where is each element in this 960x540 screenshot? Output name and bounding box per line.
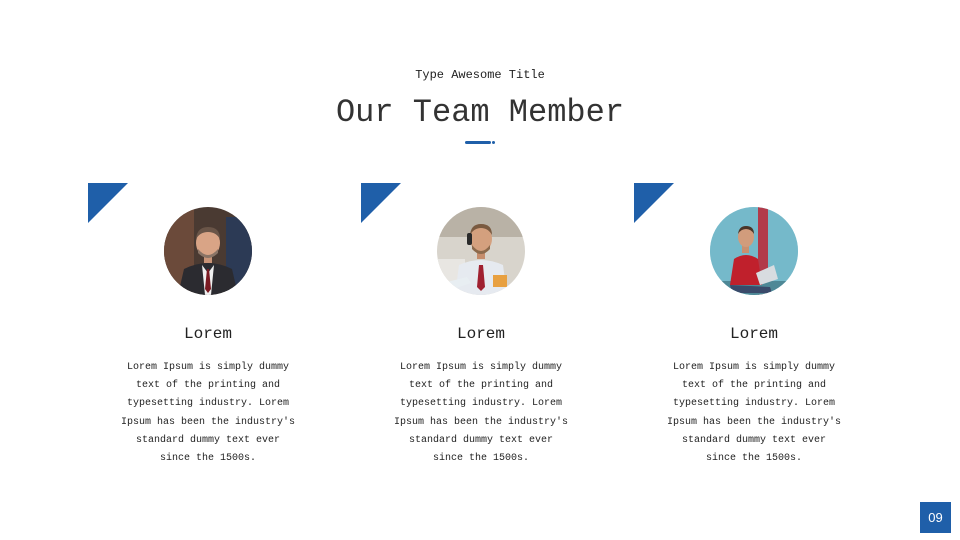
corner-triangle-decoration bbox=[361, 183, 401, 223]
businessman-in-suit-icon bbox=[164, 207, 252, 295]
slide-title: Our Team Member bbox=[335, 94, 625, 131]
team-member-name: Lorem bbox=[183, 325, 232, 343]
page-number-badge: 09 bbox=[920, 502, 951, 533]
description-line: typesetting industry. Lorem bbox=[399, 398, 563, 410]
description-line: Ipsum has been the industry's bbox=[666, 416, 842, 428]
description-line: Ipsum has been the industry's bbox=[393, 416, 569, 428]
team-member-name: Lorem bbox=[729, 325, 778, 343]
team-member-description bbox=[604, 359, 904, 468]
team-member-photo bbox=[710, 207, 798, 295]
description-line: since the 1500s. bbox=[432, 453, 529, 465]
team-member-card bbox=[88, 183, 318, 483]
description-line: text of the printing and bbox=[135, 380, 281, 392]
corner-triangle-decoration bbox=[88, 183, 128, 223]
description-line: Lorem Ipsum is simply dummy bbox=[672, 362, 836, 373]
description-line: Lorem Ipsum is simply dummy bbox=[126, 362, 290, 373]
title-underline-decoration bbox=[465, 141, 491, 144]
team-member-name: Lorem bbox=[456, 325, 505, 343]
description-line: standard dummy text ever bbox=[681, 434, 827, 446]
description-line: text of the printing and bbox=[681, 380, 827, 392]
corner-triangle-decoration bbox=[634, 183, 674, 223]
team-member-description bbox=[331, 359, 631, 468]
description-line: standard dummy text ever bbox=[408, 434, 554, 446]
description-line: since the 1500s. bbox=[705, 453, 802, 465]
description-line: Lorem Ipsum is simply dummy bbox=[399, 362, 563, 373]
team-member-description bbox=[58, 359, 358, 468]
description-line: Ipsum has been the industry's bbox=[120, 416, 296, 428]
team-member-card bbox=[634, 183, 864, 483]
description-line: standard dummy text ever bbox=[135, 434, 281, 446]
team-member-card bbox=[361, 183, 591, 483]
team-member-photo bbox=[437, 207, 525, 295]
man-with-laptop-icon bbox=[710, 207, 798, 295]
description-line: typesetting industry. Lorem bbox=[126, 398, 290, 410]
description-line: text of the printing and bbox=[408, 380, 554, 392]
slide-subtitle: Type Awesome Title bbox=[415, 68, 545, 82]
man-on-phone-icon bbox=[437, 207, 525, 295]
description-line: since the 1500s. bbox=[159, 453, 256, 465]
team-member-photo bbox=[164, 207, 252, 295]
description-line: typesetting industry. Lorem bbox=[672, 398, 836, 410]
